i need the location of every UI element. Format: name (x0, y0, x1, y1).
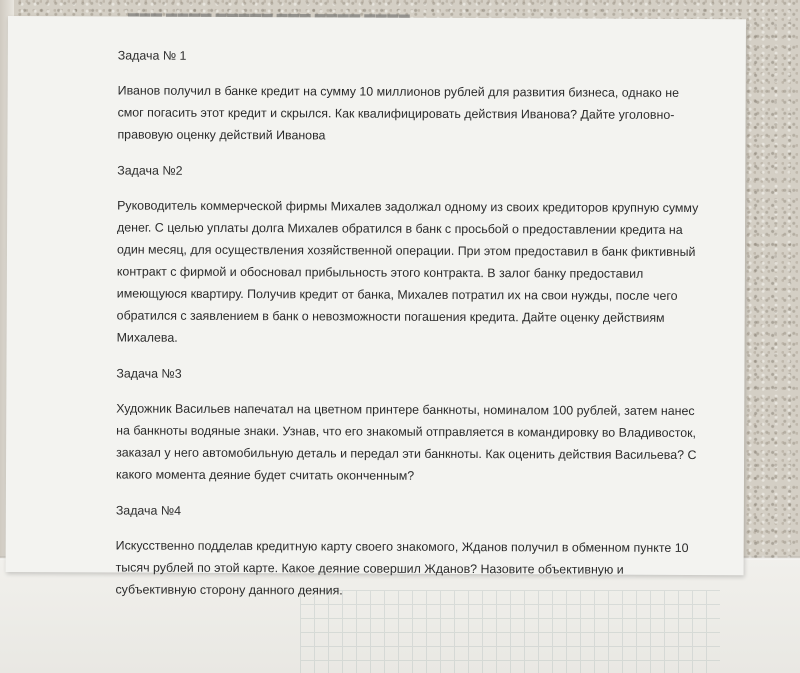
task-4 (115, 499, 705, 603)
task-text: Искусственно подделав кредитную карту своего знакомого, Жданов получил в обменном пункте 10 тысяч рублей по этой карте. Какое деяние совершил Жданов? Назовите объективную и субъективную сторону данного деяния. (115, 538, 689, 598)
task-title: Задача №2 (117, 163, 183, 178)
task-title: Задача №4 (115, 503, 182, 518)
cut-off-text-line: ▬▬▬ ▬▬▬▬ ▬▬▬▬▬ ▬▬▬ ▬▬▬▬ ▬▬▬▬ (127, 7, 411, 21)
task-text: Руководитель коммерческой фирмы Михалев задолжал одному из своих кредиторов крупную сумму денег. С целью уплаты долга Михалев обратился в банк с просьбой о предоставлении кредита на один месяц, для осуществления хозяйственной операции. При этом предоставил в банк фиктивный контракт с фирмой и обосновал прибыльность этого контракта. В залог банку предоставил имеющуюся квартиру. Получив кредит от банка, Михалев потратил их на свои нужды, после чего обратился с заявлением в банк о невозможности погашения кредита. Дайте оценку действиям Михалева. (116, 198, 699, 345)
tasks-content (115, 44, 707, 617)
printed-page (6, 7, 746, 598)
task-2 (117, 159, 708, 351)
task-title: Задача №3 (116, 366, 182, 381)
task-text: Художник Васильев напечатал на цветном принтере банкноты, номиналом 100 рублей, затем нанес на банкноты водяные знаки. Узнав, что его знакомый отправляется в командировку во Владивосток, заказал у него автомобильную деталь и передал эти банкноты. Как оценить действия Васильева? С какого момента деяние будет считать оконченным? (115, 401, 697, 483)
task-3 (116, 362, 707, 488)
task-1 (117, 44, 707, 148)
task-text: Иванов получил в банке кредит на сумму 10 миллионов рублей для развития бизнеса, однако не смог погасить этот кредит и скрылся. Как квалифицировать действия Иванова? Дайте уголовно-правовую оценку действий Иванова (117, 83, 680, 143)
task-title: Задача № 1 (117, 48, 187, 63)
